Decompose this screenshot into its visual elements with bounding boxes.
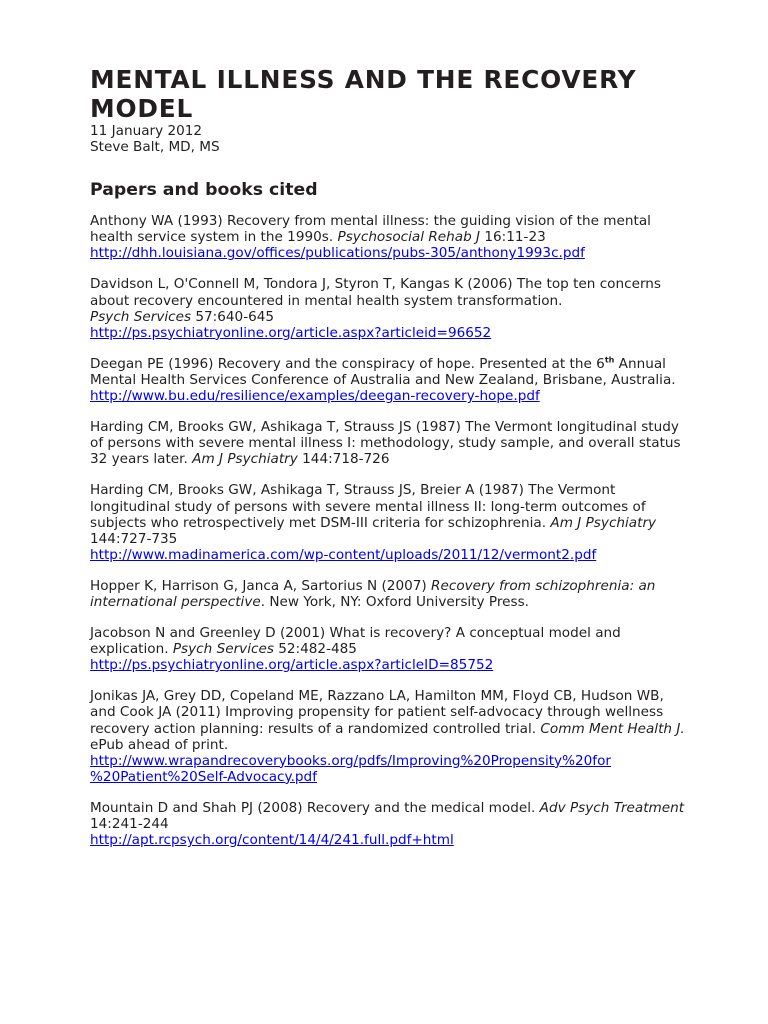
- reference-harding-1987-ii: [90, 482, 690, 562]
- reference-text: Davidson L, O'Connell M, Tondora J, Styron T, Kangas K (2006) The top ten concerns about recovery encountered in mental health system transformation.: [90, 276, 662, 309]
- reference-text: Jacobson N and Greenley D (2001) What is recovery? A conceptual model and explication.: [90, 625, 621, 658]
- reference-link[interactable]: http://dhh.louisiana.gov/offices/publications/pubs-305/anthony1993c.pdf: [90, 245, 585, 262]
- reference-link[interactable]: http://apt.rcpsych.org/content/14/4/241.full.pdf+html: [90, 832, 454, 849]
- reference-text: Anthony WA (1993) Recovery from mental illness: the guiding vision of the mental health service system in the 1990s.: [90, 213, 651, 246]
- reference-link-cont[interactable]: %20Patient%20Self-Advocacy.pdf: [90, 768, 317, 785]
- reference-jonikas-2011: [90, 688, 690, 785]
- reference-superscript: th: [604, 355, 615, 365]
- section-heading: Papers and books cited: [90, 180, 318, 201]
- reference-journal: Comm Ment Health J.: [540, 720, 685, 737]
- reference-tail: 144:718-726: [297, 451, 390, 468]
- reference-davidson-2006: [90, 276, 690, 340]
- reference-link[interactable]: http://www.wrapandrecoverybooks.org/pdfs/Improving%20Propensity%20for: [90, 752, 611, 769]
- reference-book-title: Recovery from schizophrenia: an international perspective: [90, 577, 656, 610]
- reference-text: Jonikas JA, Grey DD, Copeland ME, Razzano LA, Hamilton MM, Floyd CB, Hudson WB, and Cook JA (2011) Improving propensity for patient self-advocacy through wellness recovery action planning: results of a randomized controlled trial.: [90, 688, 664, 737]
- reference-link[interactable]: http://ps.psychiatryonline.org/article.aspx?articleID=85752: [90, 657, 494, 674]
- reference-link[interactable]: http://www.bu.edu/resilience/examples/deegan-recovery-hope.pdf: [90, 388, 540, 405]
- reference-journal: Psych Services: [90, 308, 192, 325]
- reference-journal: Psych Services: [172, 641, 274, 658]
- reference-deegan-1996: [90, 356, 690, 404]
- reference-journal: Adv Psych Treatment: [539, 799, 685, 816]
- reference-text: Hopper K, Harrison G, Janca A, Sartorius N (2007): [90, 577, 427, 594]
- reference-jacobson-2001: [90, 625, 690, 673]
- reference-link[interactable]: http://www.madinamerica.com/wp-content/uploads/2011/12/vermont2.pdf: [90, 546, 597, 563]
- reference-journal: Am J Psychiatry: [550, 514, 657, 531]
- reference-tail: 144:727-735: [90, 530, 178, 547]
- reference-text: Deegan PE (1996) Recovery and the conspiracy of hope. Presented at the 6: [90, 355, 605, 372]
- document-page: [90, 66, 690, 863]
- reference-journal: Am J Psychiatry: [192, 451, 298, 468]
- document-author: Steve Balt, MD, MS: [90, 139, 220, 156]
- reference-tail: 57:640-645: [191, 308, 275, 325]
- reference-harding-1987-i: [90, 419, 690, 467]
- document-title: MENTAL ILLNESS AND THE RECOVERY MODEL: [90, 65, 637, 123]
- reference-tail: 16:11-23: [480, 229, 546, 246]
- reference-text: Harding CM, Brooks GW, Ashikaga T, Strauss JS (1987) The Vermont longitudinal study of persons with severe mental illness I: methodology, study sample, and overall status 32 years later.: [90, 419, 681, 468]
- reference-tail: 52:482-485: [273, 641, 357, 658]
- reference-anthony-1993: [90, 213, 690, 261]
- reference-tail: . New York, NY: Oxford University Press.: [260, 593, 529, 610]
- reference-journal: Psychosocial Rehab J: [337, 229, 481, 246]
- reference-text: Harding CM, Brooks GW, Ashikaga T, Strauss JS, Breier A (1987) The Vermont longitudinal study of persons with severe mental illness II: long-term outcomes of subjects who retrospectively met DSM-III criteria for schizophrenia.: [90, 482, 646, 531]
- reference-tail: ePub ahead of print.: [90, 736, 229, 753]
- reference-text-cont: Annual Mental Health Services Conference of Australia and New Zealand, Brisbane, Australia.: [90, 355, 676, 388]
- document-date: 11 January 2012: [90, 123, 203, 139]
- reference-mountain-2008: [90, 800, 690, 848]
- reference-tail: 14:241-244: [90, 816, 169, 832]
- reference-text: Mountain D and Shah PJ (2008) Recovery and the medical model.: [90, 799, 536, 816]
- reference-link[interactable]: http://ps.psychiatryonline.org/article.aspx?articleid=96652: [90, 324, 492, 341]
- reference-hopper-2007: [90, 578, 690, 610]
